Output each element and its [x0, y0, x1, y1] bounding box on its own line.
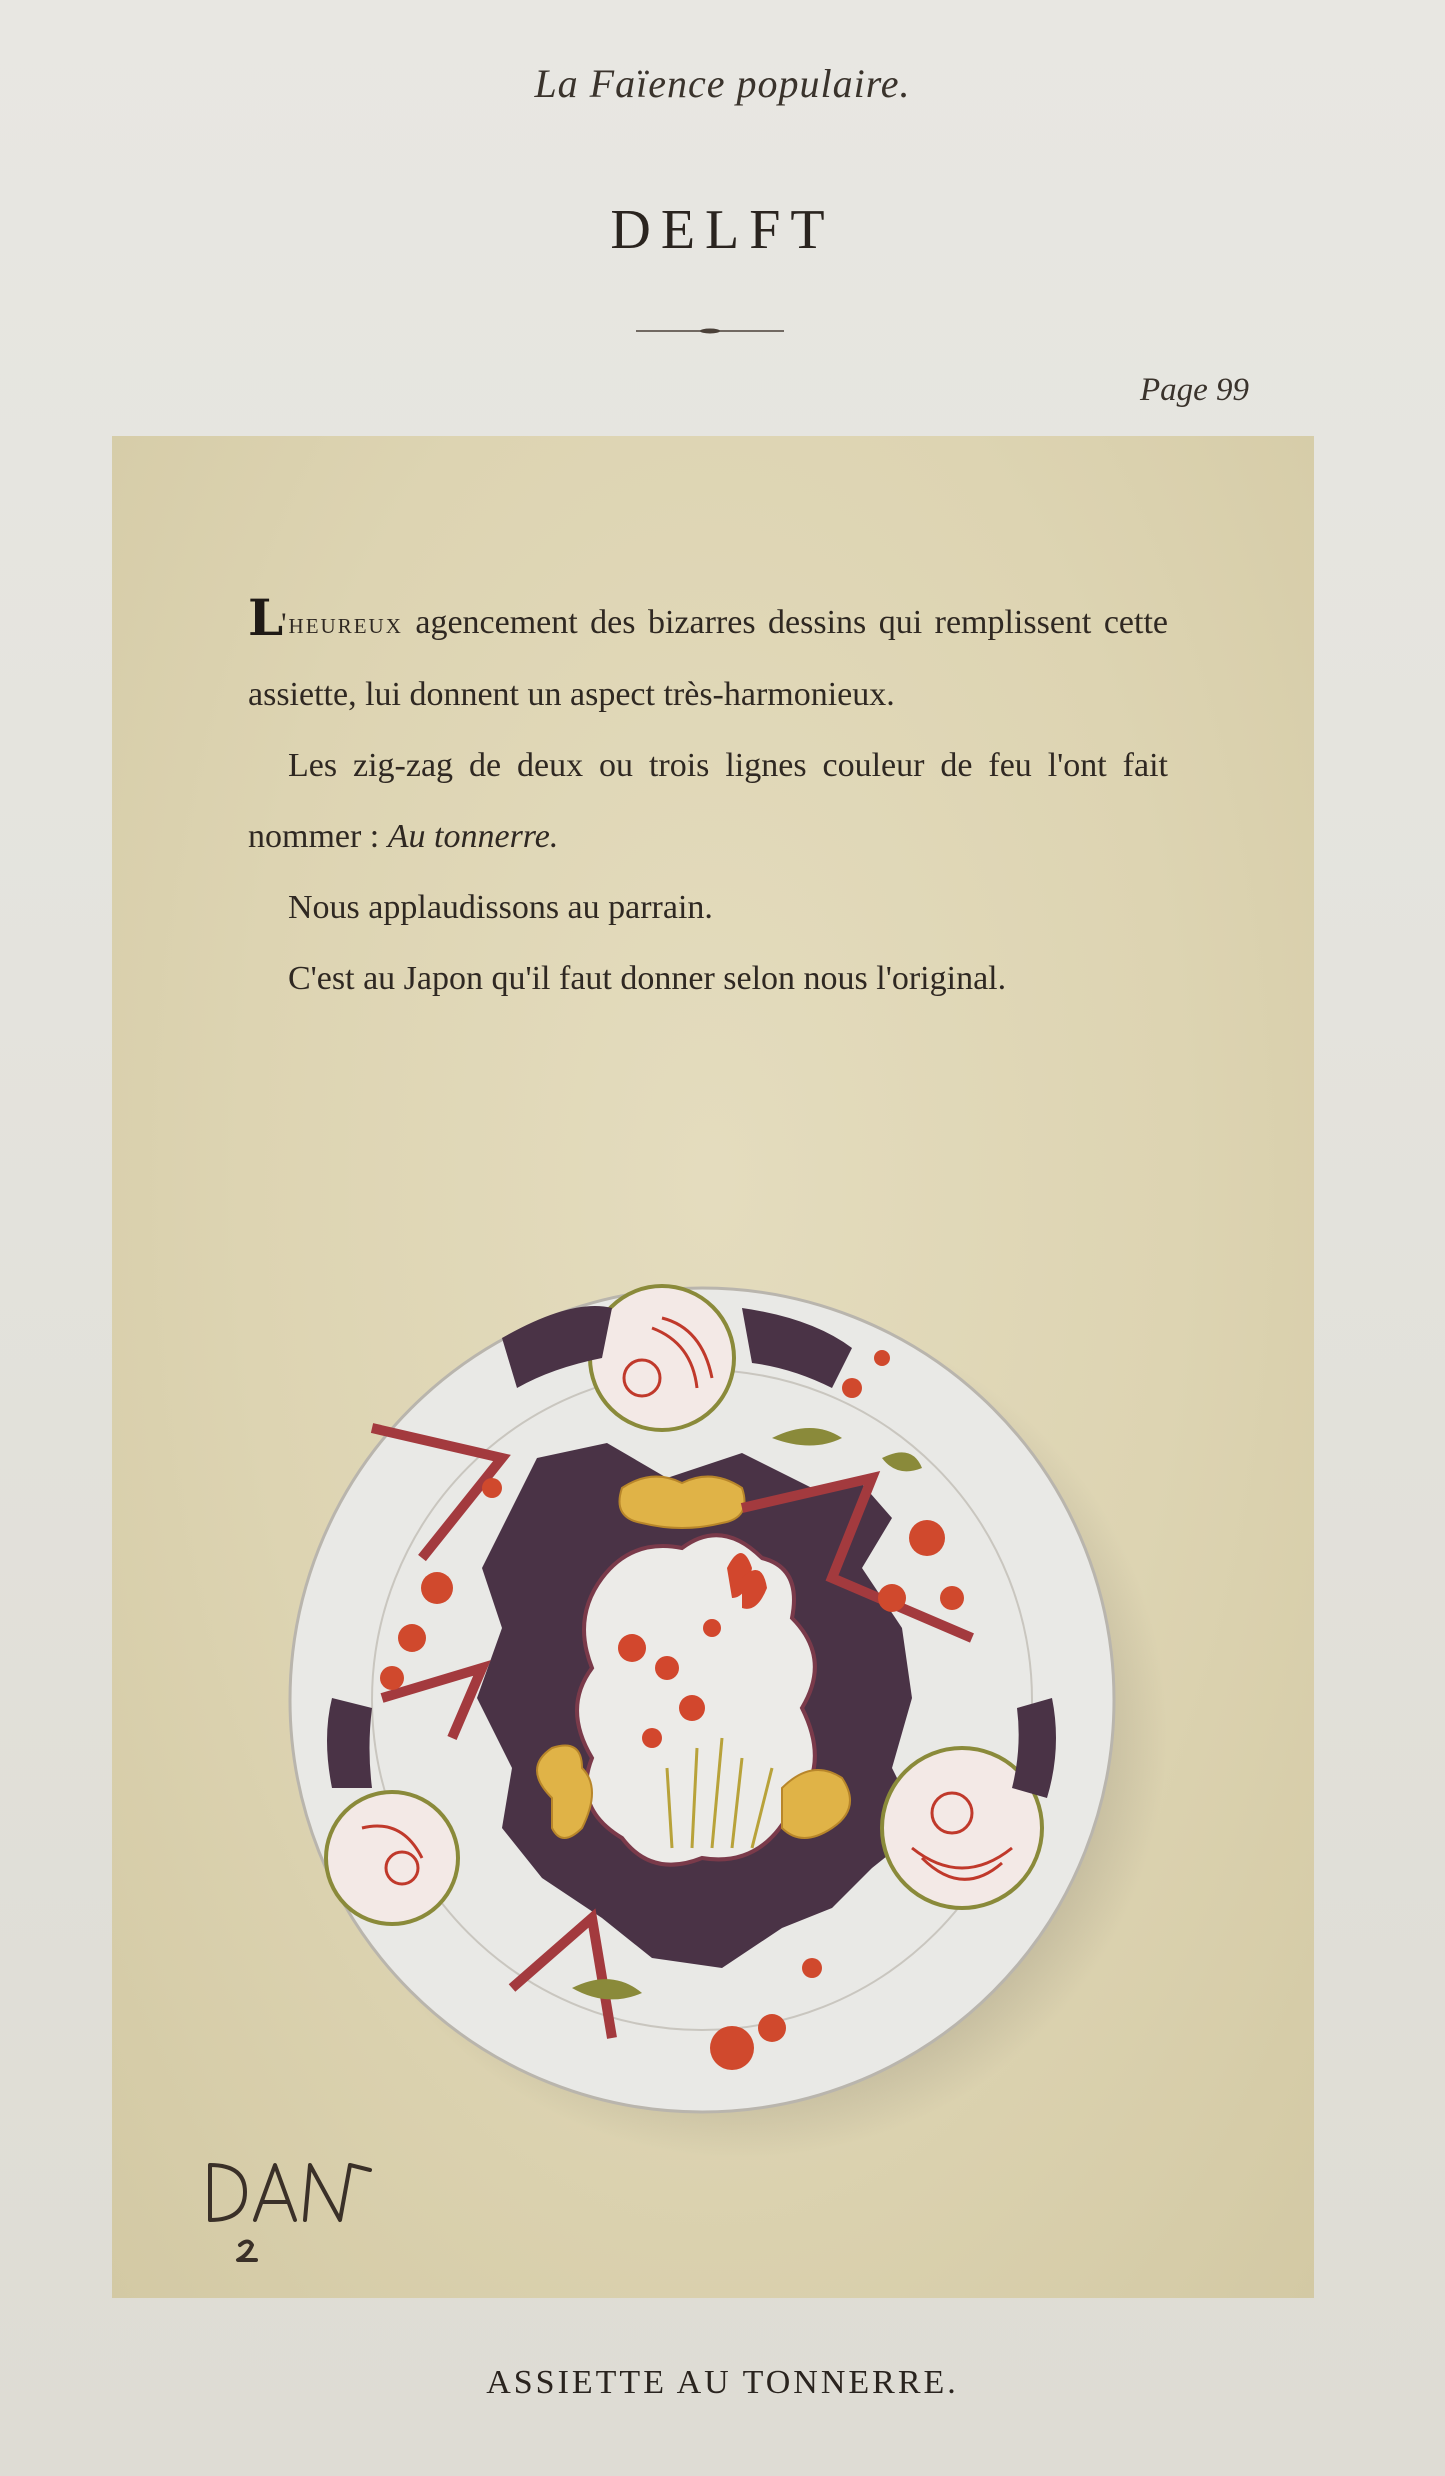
paragraph-1 — [248, 582, 1168, 730]
artist-monogram — [200, 2150, 380, 2270]
plate-caption: ASSIETTE AU TONNERRE. — [486, 2364, 959, 2401]
plate-illustration — [272, 1268, 1172, 2218]
paragraph-2 — [248, 730, 1168, 872]
small-caps-lead: 'heureux — [281, 607, 403, 640]
ornament-rule — [636, 328, 784, 334]
page-reference: Page 99 — [1140, 372, 1250, 408]
paragraph-3: Nous applaudissons au parrain. — [288, 889, 713, 926]
running-head: La Faïence populaire. — [534, 61, 911, 106]
section-title: DELFT — [610, 199, 835, 261]
paragraph-2-text: Les zig-zag de deux ou trois lignes couleur de feu l'ont fait nommer : — [248, 747, 1168, 855]
paragraph-4: C'est au Japon qu'il faut donner selon nous l'original. — [288, 960, 1007, 997]
paragraph-2-italic: Au tonnerre. — [387, 818, 559, 855]
text-block — [248, 582, 1168, 1014]
paragraph-1-text: agencement des bizarres dessins qui remplissent cette assiette, lui donnent un aspect très-harmonieux. — [248, 604, 1168, 713]
drop-cap: L — [248, 588, 282, 647]
